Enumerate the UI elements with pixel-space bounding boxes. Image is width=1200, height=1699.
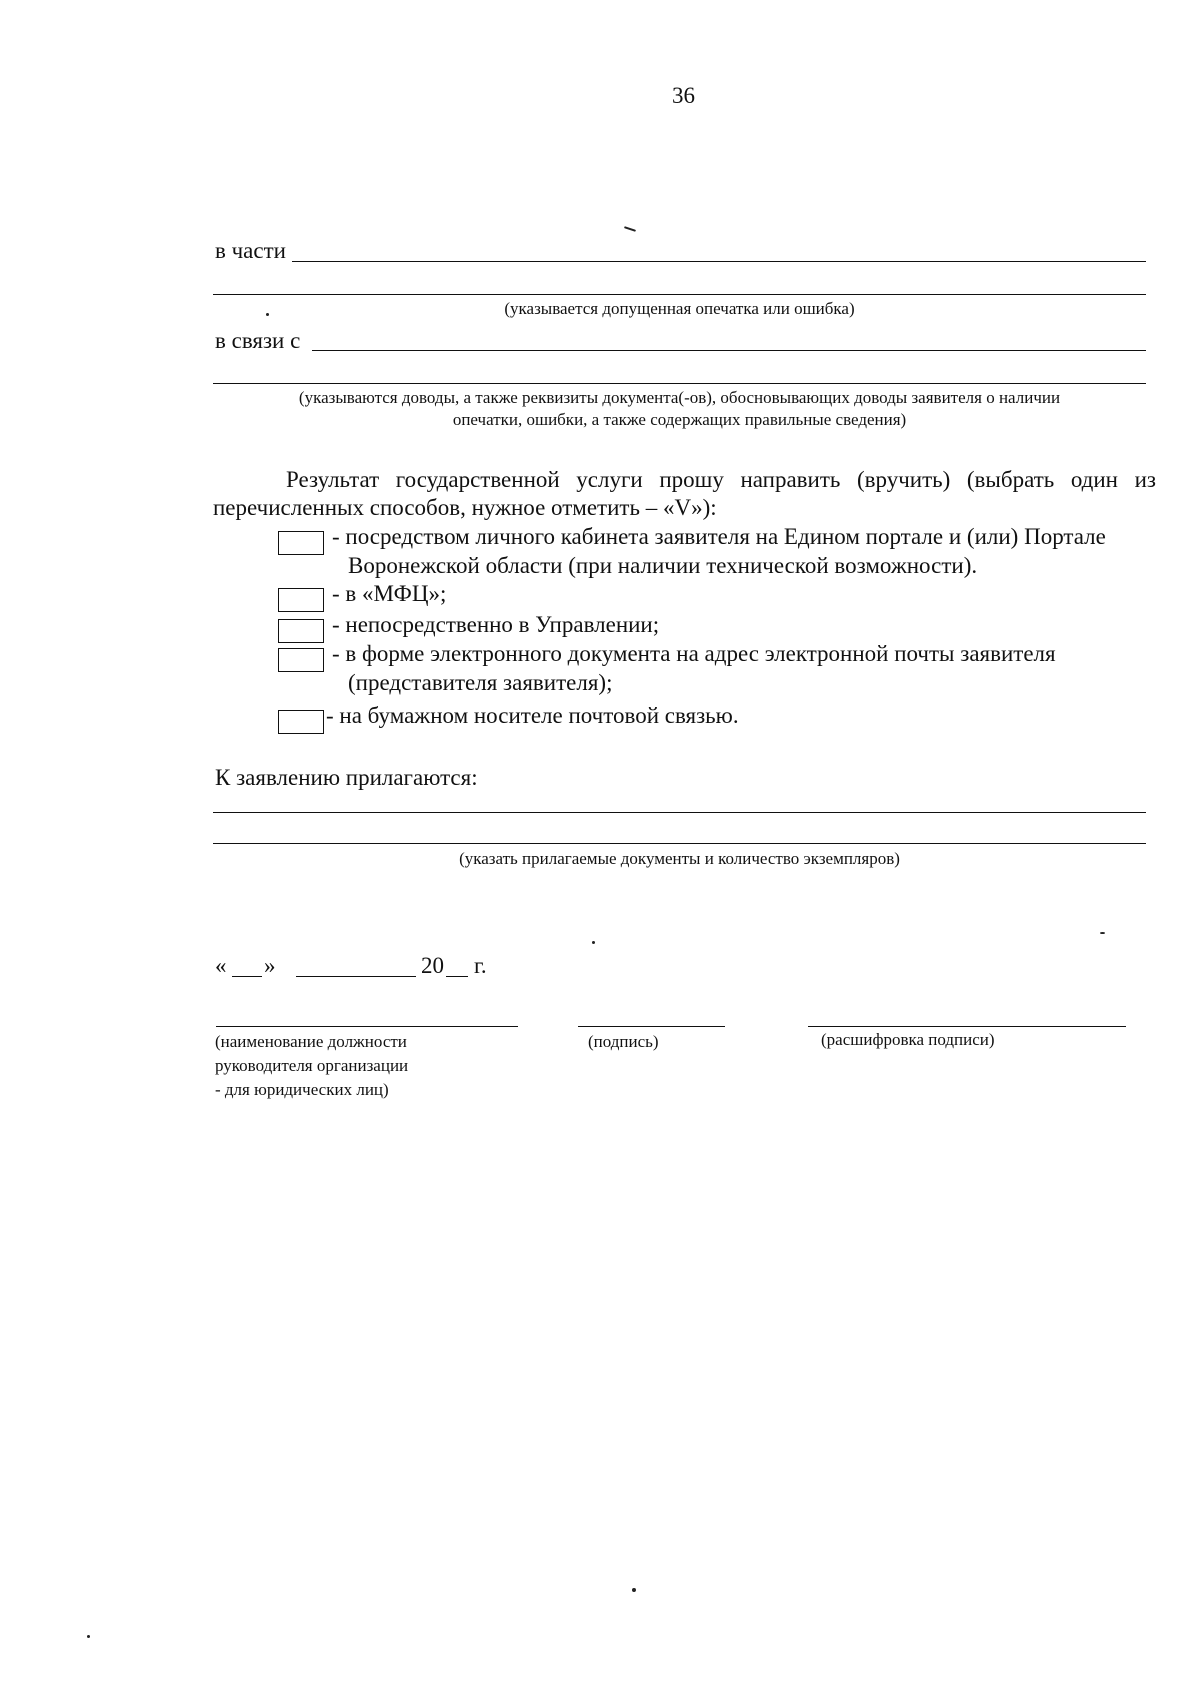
attachments-caption: (указать прилагаемые документы и количество экземпляров) (459, 849, 900, 868)
signature-caption: (подпись) (588, 1032, 659, 1051)
date-year-suffix: г. (474, 953, 487, 978)
part-input-line-2[interactable] (213, 294, 1146, 295)
reason-caption-line1: (указываются доводы, а также реквизиты документа(-ов), обосновывающих доводы заявителя о наличии (298, 388, 1061, 407)
scan-mark (1100, 932, 1105, 934)
option-mfc-label: - в «МФЦ»; (332, 581, 447, 606)
decoding-caption: (расшифровка подписи) (821, 1030, 995, 1049)
option-personal-account-label: - посредством личного кабинета заявителя на Едином портале и (или) Портале (332, 524, 1106, 549)
position-caption-line3: - для юридических лиц) (215, 1080, 389, 1099)
reason-input-line[interactable] (312, 350, 1146, 351)
reason-input-line-2[interactable] (213, 383, 1146, 384)
scan-mark (592, 941, 595, 944)
position-input-line[interactable] (216, 1026, 518, 1027)
part-input-line[interactable] (292, 261, 1146, 262)
option-post-label: - на бумажном носителе почтовой связью. (326, 703, 739, 728)
attachments-input-line[interactable] (213, 812, 1146, 813)
date-year-prefix: 20 (421, 953, 444, 978)
signature-input-line[interactable] (578, 1026, 725, 1027)
reason-label: в связи с (215, 328, 301, 353)
attachments-input-line-2[interactable] (213, 843, 1146, 844)
option-personal-account-label-cont: Воронежской области (при наличии технической возможности). (348, 553, 978, 578)
option-email-label: - в форме электронного документа на адрес электронной почты заявителя (332, 641, 1056, 666)
part-label: в части (215, 238, 286, 263)
option-post-checkbox[interactable] (278, 710, 324, 734)
scan-mark (87, 1635, 90, 1638)
option-directly-label: - непосредственно в Управлении; (332, 612, 660, 637)
date-day-line[interactable] (232, 976, 262, 977)
date-close-quote: » (264, 953, 276, 978)
date-year-line[interactable] (446, 976, 468, 977)
reason-caption-line2: опечатки, ошибки, а также содержащих правильные сведения) (452, 410, 907, 429)
option-directly-checkbox[interactable] (278, 619, 324, 643)
decoding-input-line[interactable] (808, 1026, 1126, 1027)
position-caption-line1: (наименование должности (215, 1032, 407, 1051)
delivery-intro-line2: перечисленных способов, нужное отметить – «V»): (213, 495, 717, 520)
option-email-checkbox[interactable] (278, 648, 324, 672)
option-mfc-checkbox[interactable] (278, 588, 324, 612)
attachments-label: К заявлению прилагаются: (215, 765, 478, 790)
scan-mark (624, 226, 636, 232)
date-month-line[interactable] (296, 976, 416, 977)
option-email-label-cont: (представителя заявителя); (348, 670, 613, 695)
delivery-intro-line1: Результат государственной услуги прошу направить (вручить) (выбрать один из (286, 467, 1156, 492)
date-open-quote: « (215, 953, 227, 978)
scan-mark (632, 1588, 636, 1592)
part-caption: (указывается допущенная опечатка или ошибка) (504, 299, 855, 318)
page-number: 36 (672, 83, 695, 108)
option-personal-account-checkbox[interactable] (278, 531, 324, 555)
position-caption-line2: руководителя организации (215, 1056, 409, 1075)
